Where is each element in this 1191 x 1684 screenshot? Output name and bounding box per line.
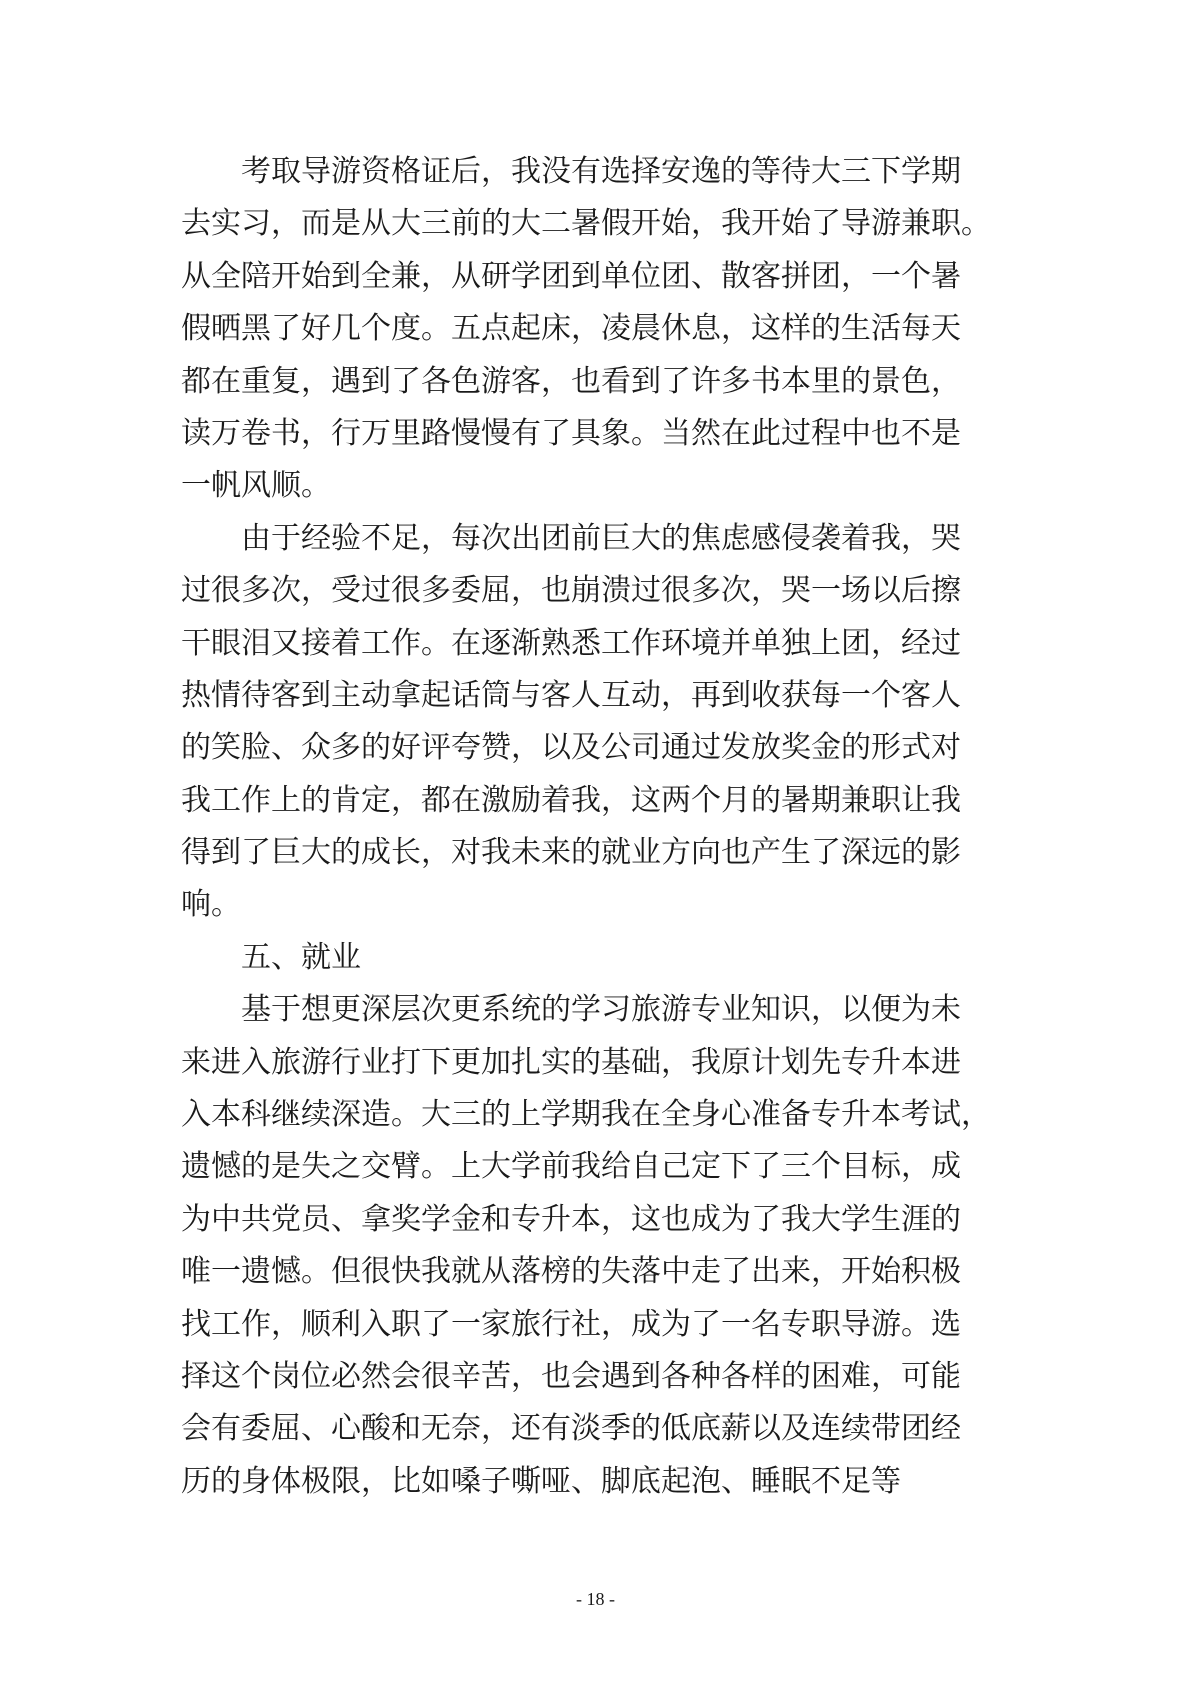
text-line: 都在重复，遇到了各色游客，也看到了许多书本里的景色， bbox=[181, 363, 961, 399]
text-line: 过很多次，受过很多委屈，也崩溃过很多次，哭一场以后擦 bbox=[181, 573, 961, 609]
text-line: 响。 bbox=[181, 887, 241, 923]
text-line: 找工作，顺利入职了一家旅行社，成为了一名专职导游。选 bbox=[181, 1306, 961, 1342]
body-text bbox=[181, 146, 1023, 1508]
page-number: - 18 - bbox=[576, 1589, 615, 1609]
text-line: 历的身体极限，比如嗓子嘶哑、脚底起泡、睡眠不足等 bbox=[181, 1463, 901, 1499]
text-line: 假晒黑了好几个度。五点起床，凌晨休息，这样的生活每天 bbox=[181, 311, 961, 347]
text-line: 来进入旅游行业打下更加扎实的基础，我原计划先专升本进 bbox=[181, 1044, 961, 1080]
text-line: 为中共党员、拿奖学金和专升本，这也成为了我大学生涯的 bbox=[181, 1201, 961, 1237]
text-line: 考取导游资格证后，我没有选择安逸的等待大三下学期 bbox=[241, 154, 961, 189]
text-line: 从全陪开始到全兼，从研学团到单位团、散客拼团，一个暑 bbox=[181, 258, 961, 294]
text-line: 基于想更深层次更系统的学习旅游专业知识，以便为未 bbox=[241, 992, 961, 1028]
text-line: 的笑脸、众多的好评夸赞，以及公司通过发放奖金的形式对 bbox=[181, 730, 961, 766]
text-line: 读万卷书，行万里路慢慢有了具象。当然在此过程中也不是 bbox=[181, 415, 961, 451]
text-line: 去实习，而是从大三前的大二暑假开始，我开始了导游兼职。 bbox=[181, 206, 991, 242]
text-line: 入本科继续深造。大三的上学期我在全身心准备专升本考试， bbox=[181, 1097, 991, 1133]
text-line: 遗憾的是失之交臂。上大学前我给自己定下了三个目标，成 bbox=[181, 1149, 961, 1185]
text-line: 唯一遗憾。但很快我就从落榜的失落中走了出来，开始积极 bbox=[181, 1254, 961, 1290]
text-line: 由于经验不足，每次出团前巨大的焦虑感侵袭着我，哭 bbox=[241, 520, 961, 556]
text-line: 热情待客到主动拿起话筒与客人互动，再到收获每一个客人 bbox=[181, 677, 961, 713]
text-line: 会有委屈、心酸和无奈，还有淡季的低底薪以及连续带团经 bbox=[181, 1411, 961, 1447]
text-line: 择这个岗位必然会很辛苦，也会遇到各种各样的困难，可能 bbox=[181, 1358, 961, 1394]
text-line: 一帆风顺。 bbox=[181, 468, 331, 504]
text-line: 干眼泪又接着工作。在逐渐熟悉工作环境并单独上团，经过 bbox=[181, 625, 961, 661]
section-heading: 五、就业 bbox=[241, 939, 361, 975]
text-line: 我工作上的肯定，都在激励着我，这两个月的暑期兼职让我 bbox=[181, 782, 961, 818]
text-line: 得到了巨大的成长，对我未来的就业方向也产生了深远的影 bbox=[181, 835, 961, 871]
